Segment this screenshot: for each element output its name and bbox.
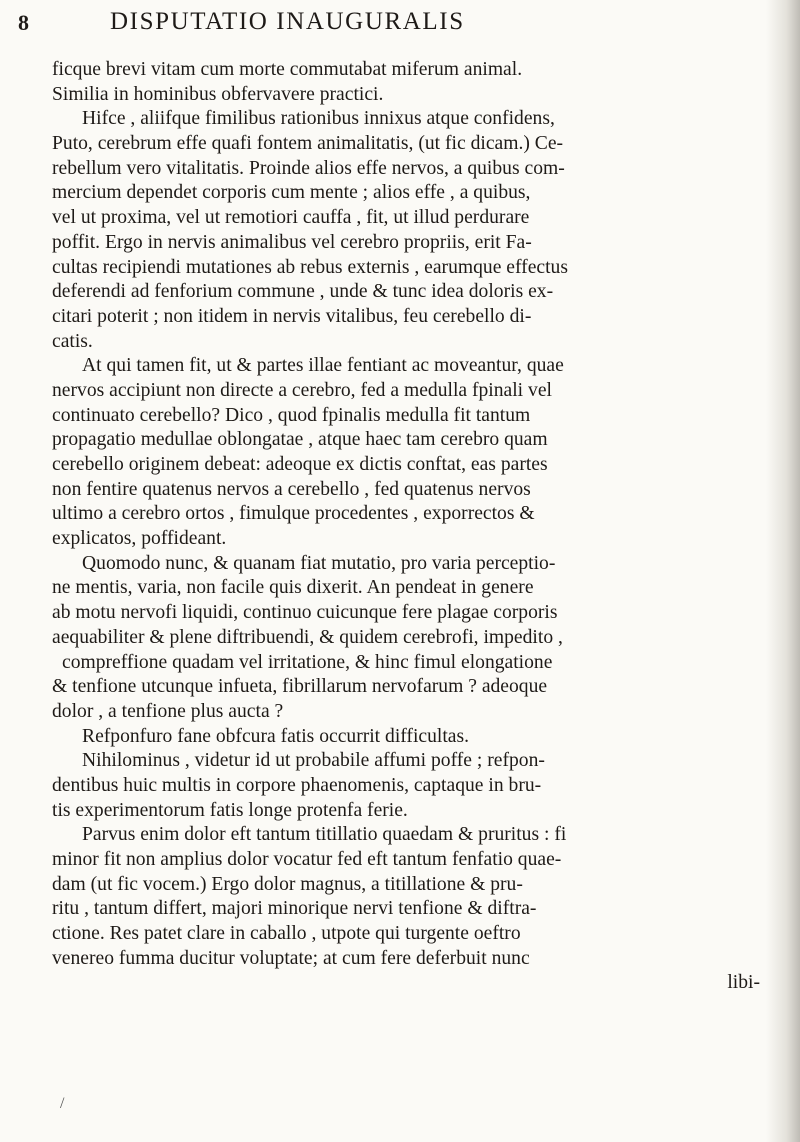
text-line: Parvus enim dolor eft tantum titillatio quaedam & pruritus : fi [82, 824, 567, 846]
text-line: cerebello originem debeat: adeoque ex dictis conftat, eas partes [52, 454, 548, 475]
text-line: ritu , tantum differt, majori minorique nervi tenfione & diftra- [52, 898, 537, 920]
text-line: non fentire quatenus nervos a cerebello , fed quatenus nervos [52, 478, 531, 500]
text-line: Hifce , aliifque fimilibus rationibus innixus atque confidens, [82, 108, 555, 130]
text-line: explicatos, poffideant. [52, 528, 227, 550]
text-line: dolor , a tenfione plus aucta ? [52, 700, 284, 722]
text-line: cultas recipiendi mutationes ab rebus externis , earumque effectus [52, 256, 568, 278]
text-line: ne mentis, varia, non facile quis dixerit. An pendeat in genere [52, 577, 534, 599]
text-line: ultimo a cerebro ortos , fimulque procedentes , exporrectos & [52, 503, 535, 525]
text-line: mercium dependet corporis cum mente ; alios effe , a quibus, [52, 182, 531, 204]
text-line: minor fit non amplius dolor vocatur fed eft tantum fenfatio quae- [52, 849, 562, 870]
text-line: ficque brevi vitam cum morte commutabat miferum animal. [52, 59, 523, 80]
text-line: compreffione quadam vel irritatione, & hinc fimul elongatione [62, 651, 553, 673]
text-line: dentibus huic multis in corpore phaenomenis, captaque in bru- [52, 774, 542, 796]
text-line: ctione. Res patet clare in caballo , utpote qui turgente oeftro [52, 923, 521, 945]
text-line: continuato cerebello? Dico , quod fpinalis medulla fit tantum [52, 404, 531, 426]
text-line: dam (ut fic vocem.) Ergo dolor magnus, a titillatione & pru- [52, 873, 523, 895]
text-line: tis experimentorum fatis longe protenfa ferie. [52, 799, 408, 821]
text-line: & tenfione utcunque infueta, fibrillarum nervofarum ? adeoque [52, 676, 548, 698]
text-line: propagatio medullae oblongatae , atque haec tam cerebro quam [52, 429, 548, 451]
text-line: At qui tamen fit, ut & partes illae fentiant ac moveantur, quae [82, 355, 564, 377]
text-line: citari poterit ; non itidem in nervis vitalibus, feu cerebello di- [52, 305, 532, 327]
text-line: Puto, cerebrum effe quafi fontem animalitatis, (ut fic dicam.) Ce- [52, 133, 564, 155]
text-line: catis. [52, 330, 93, 352]
margin-mark: / [60, 1095, 65, 1112]
text-line: poffit. Ergo in nervis animalibus vel cerebro propriis, erit Fa- [52, 231, 532, 253]
text-line: deferendi ad fenforium commune , unde & tunc idea doloris ex- [52, 281, 554, 303]
page-number: 8 [18, 10, 30, 35]
text-line: Similia in hominibus obfervavere practici. [52, 83, 384, 105]
text-line: aequabiliter & plene diftribuendi, & quidem cerebrofi, impedito , [52, 626, 563, 648]
text-line: Quomodo nunc, & quanam fiat mutatio, pro varia perceptio- [82, 552, 556, 574]
text-line: ab motu nervofi liquidi, continuo cuicunque fere plagae corporis [52, 602, 558, 624]
page-header [18, 8, 758, 52]
text-line: Nihilominus , videtur id ut probabile affumi poffe ; refpon- [82, 750, 545, 772]
catchword: libi- [727, 972, 760, 994]
running-head: DISPUTATIO INAUGURALIS [110, 8, 465, 35]
text-line: venereo fumma ducitur voluptate; at cum fere deferbuit nunc [52, 947, 530, 969]
text-line: rebellum vero vitalitatis. Proinde alios effe nervos, a quibus com- [52, 157, 565, 179]
text-line: nervos accipiunt non directe a cerebro, fed a medulla fpinali vel [52, 379, 552, 401]
body-text [52, 58, 772, 996]
text-line: Refponfuro fane obfcura fatis occurrit difficultas. [82, 725, 470, 747]
text-line: vel ut proxima, vel ut remotiori cauffa , fit, ut illud perdurare [52, 207, 530, 229]
